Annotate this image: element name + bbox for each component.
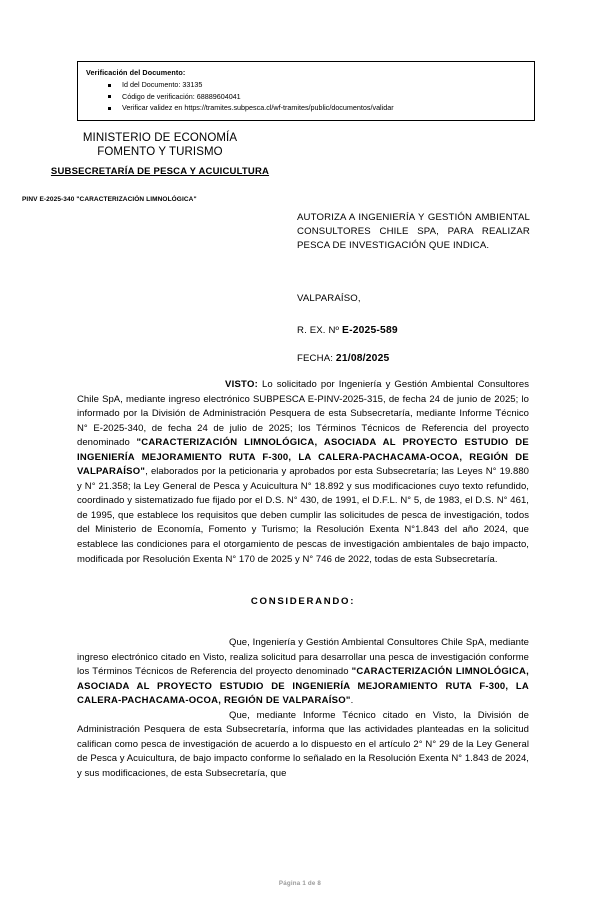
subsecretaria-heading: SUBSECRETARÍA DE PESCA Y ACUICULTURA	[50, 166, 270, 177]
ministry-line-2: FOMENTO Y TURISMO	[97, 146, 223, 158]
verification-item-code: Código de verificación: 68889604041	[86, 91, 528, 103]
resolution-number-label: R. EX. Nº	[297, 325, 342, 336]
page-number-footer: Página 1 de 8	[278, 880, 322, 887]
visto-text-part-1: Lo solicitado por Ingeniería y Gestión Ambiental Consultores Chile SpA, mediante ingreso electrónico SUBPESCA E-PINV-2025-315, de fecha 24 de junio de 2025; lo informado por la División de Administración Pesquera de esta Subsecretaría, mediante Informe Técnico N° E-2025-340, de fecha 24 de julio de 2025; los Términos Técnicos de Referencia del proyecto denominado	[77, 379, 529, 449]
resolution-date-label: FECHA:	[297, 353, 336, 364]
considerando-heading: CONSIDERANDO:	[250, 596, 356, 608]
paragraph-visto	[77, 378, 529, 567]
project-reference-code: PINV E-2025-340 "CARACTERIZACIÓN LIMNOLÓGICA"	[22, 196, 197, 203]
considerando-1-text-part-2: .	[350, 695, 354, 707]
resolution-subject: AUTORIZA A INGENIERÍA Y GESTIÓN AMBIENTAL CONSULTORES CHILE SPA, PARA REALIZAR PESCA DE INVESTIGACIÓN QUE INDICA.	[297, 212, 530, 252]
document-verification-box	[77, 61, 535, 121]
ministry-line-1: MINISTERIO DE ECONOMÍA	[82, 132, 238, 144]
considerando-1-project-name: "CARACTERIZACIÓN LIMNOLÓGICA, ASOCIADA AL PROYECTO ESTUDIO DE INGENIERÍA MEJORAMIENTO RUTA F-300, LA CALERA-PACHACAMA-OCOA, REGIÓN DE VALPARAÍSO"	[77, 666, 530, 707]
verification-title: Verificación del Documento:	[86, 68, 186, 77]
resolution-number-value: E-2025-589	[342, 325, 398, 336]
resolution-date-line	[297, 353, 389, 364]
considerando-1-text-part-1: Que, Ingeniería y Gestión Ambiental Consultores Chile SpA, mediante ingreso electrónico citado en Visto, realiza solicitud para desarrollar una pesca de investigación conforme los Términos Técnicos de Referencia del proyecto denominado	[77, 637, 529, 678]
visto-project-name: "CARACTERIZACIÓN LIMNOLÓGICA, ASOCIADA AL PROYECTO ESTUDIO DE INGENIERÍA MEJORAMIENTO RUTA F-300, LA CALERA-PACHACAMA-OCOA, REGIÓN DE VALPARAÍSO"	[77, 437, 529, 478]
paragraph-considerando-2	[77, 709, 529, 782]
resolution-number-line	[297, 325, 398, 336]
letterhead-block	[46, 131, 274, 179]
verification-item-validate-url[interactable]: Verificar validez en https://tramites.subpesca.cl/wf-tramites/public/documentos/validar	[86, 102, 528, 114]
visto-text-part-2: , elaborados por la peticionaria y aprobados por esta Subsecretaría; las Leyes N° 19.880 y N° 21.358; la Ley General de Pesca y Acuicultura N° 18.892 y sus modificaciones cuyo texto refundido, coordinado y sistematizado fue fijado por el D.S. N° 430, de 1991, el D.F.L. N° 5, de 1983, el D.S. N° 461, de 1995, que establece los requisitos que deben cumplir las solicitudes de pesca de investigación, todos del Ministerio de Economía, Fomento y Turismo; la Resolución Exenta N°1.843 del año 2024, que establece las condiciones para el otorgamiento de pescas de investigación ambientales de bajo impacto, modificada por Resolución Exenta N° 170 de 2025 y N° 746 de 2022, todas de esta Subsecretaría.	[77, 466, 529, 565]
paragraph-considerando-1	[77, 636, 529, 709]
resolution-date-value: 21/08/2025	[335, 353, 390, 364]
visto-label: VISTO:	[225, 379, 258, 390]
issuing-city: VALPARAÍSO,	[297, 293, 361, 304]
verification-list	[86, 79, 528, 114]
document-body	[77, 378, 529, 782]
considerando-heading-wrap	[77, 596, 529, 607]
considerando-2-text: Que, mediante Informe Técnico citado en Visto, la División de Administración Pesquera de esta Subsecretaría, informa que las actividades planteadas en la solicitud califican como pesca de investigación de acuerdo a lo dispuesto en el artículo 2° N° 29 de la Ley General de Pesca y Acuicultura, de bajo impacto conforme lo señalado en la Resolución Exenta N° 1.843 de 2024, y sus modificaciones, de esta Subsecretaría, que	[77, 709, 529, 780]
verification-item-document-id: Id del Documento: 33135	[86, 79, 528, 91]
